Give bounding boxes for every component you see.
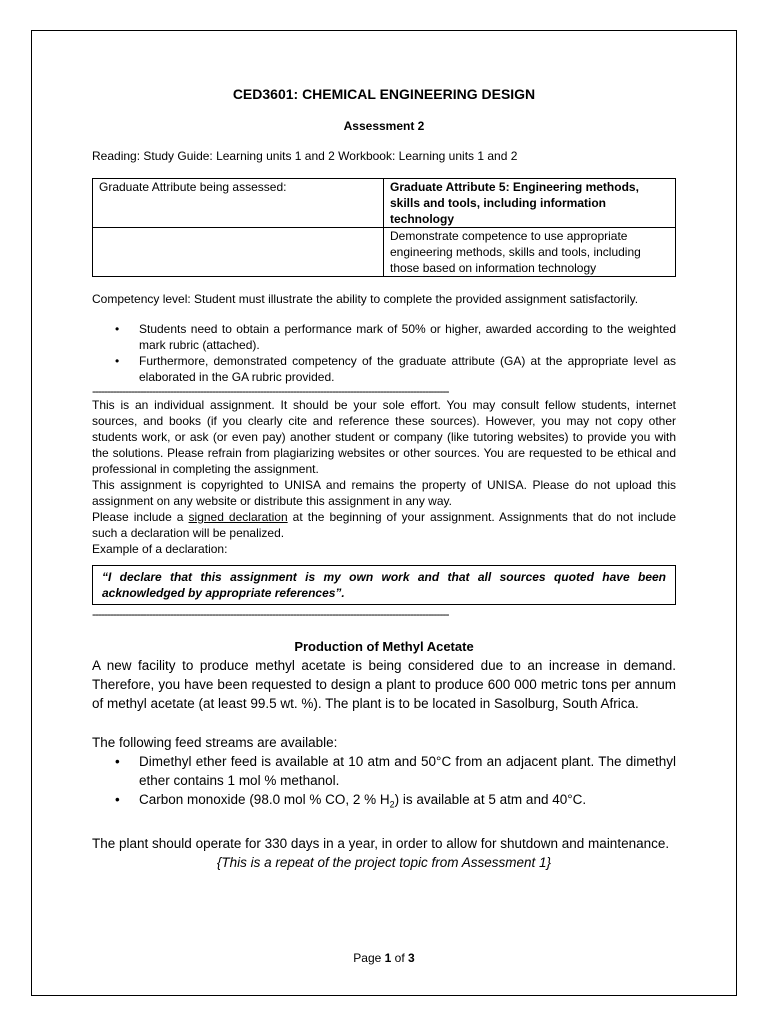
feed-list [92, 752, 676, 815]
bullet-icon: • [115, 322, 120, 336]
feeds-heading: The following feed streams are available: [92, 734, 338, 750]
declaration-box: “I declare that this assignment is my own work and that all sources quoted have been acknowledged by appropriate references”. [92, 565, 676, 605]
assessment-title: Assessment 2 [343, 119, 425, 133]
requirements-list [92, 321, 676, 385]
document-content [92, 84, 676, 873]
list-item [92, 790, 676, 815]
separator-line: ----------------------------------------------------------------------------------------------------------------------- [92, 608, 449, 620]
bullet-icon: • [115, 792, 120, 808]
project-title: Production of Methyl Acetate [294, 639, 474, 654]
list-item [92, 321, 676, 353]
page-footer [0, 951, 768, 965]
declaration-example-label: Example of a declaration: [92, 542, 228, 556]
declaration-instruction [92, 509, 676, 541]
footer-text: of [391, 951, 409, 965]
instruction-text: Please include a [92, 510, 189, 524]
table-row [93, 179, 676, 228]
copyright-paragraph: This assignment is copyrighted to UNISA and remains the property of UNISA. Please do not upload this assignment on any website or distribute this assignment in any way. [92, 478, 676, 508]
ga-empty-cell [93, 228, 384, 277]
bullet-icon: • [115, 753, 120, 769]
course-title: CED3601: CHEMICAL ENGINEERING DESIGN [232, 86, 536, 102]
feed-text: Carbon monoxide (98.0 mol % CO, 2 % H [139, 792, 390, 808]
graduate-attribute-table [92, 178, 676, 277]
ga-description-cell: Demonstrate competence to use appropriate engineering methods, skills and tools, including those based on information technology [384, 228, 676, 277]
reading-line: Reading: Study Guide: Learning units 1 and 2 Workbook: Learning units 1 and 2 [92, 149, 518, 163]
footer-text: Page [353, 951, 385, 965]
list-item [92, 752, 676, 790]
list-item [92, 353, 676, 385]
page-number: 1 [384, 951, 392, 965]
signed-declaration-text: signed declaration [188, 510, 288, 524]
separator-line: ----------------------------------------------------------------------------------------------------------------------- [92, 385, 449, 397]
bullet-icon: • [115, 354, 120, 368]
subscript: 2 [389, 799, 395, 810]
instruction-text: at the beginning of your assignment. Assignments that do not include such a declaration will be penalized. [92, 510, 676, 540]
repeat-note: {This is a repeat of the project topic from Assessment 1} [216, 855, 552, 871]
feed-text: ) is available at 5 atm and 40°C. [394, 792, 587, 808]
ga-value-cell: Graduate Attribute 5: Engineering methods, skills and tools, including information technology [384, 179, 676, 228]
list-item-text: Furthermore, demonstrated competency of the graduate attribute (GA) at the appropriate level as elaborated in the GA rubric provided. [139, 354, 676, 384]
table-row [93, 228, 676, 277]
integrity-paragraph: This is an individual assignment. It should be your sole effort. You may consult fellow students, internet sources, and books (if you clearly cite and reference these sources). However, you may not copy other students work, or ask (or even pay) another student or company (like tutoring websites) to provide you with the solutions. Please refrain from plagiarizing websites or other sources. You are requested to be ethical and professional in completing the assignment. [92, 398, 676, 476]
list-item-text [139, 792, 587, 810]
competency-level: Competency level: Student must illustrate the ability to complete the provided assignment satisfactorily. [92, 292, 639, 306]
page-total: 3 [408, 951, 415, 965]
operation-paragraph: The plant should operate for 330 days in a year, in order to allow for shutdown and maintenance. [92, 836, 670, 852]
project-intro: A new facility to produce methyl acetate is being considered due to an increase in demand. Therefore, you have been requested to design a plant to produce 600 000 metric tons per annum of methyl acetate (at least 99.5 wt. %). The plant is to be located in Sasolburg, South Africa. [92, 658, 676, 712]
list-item-text: Students need to obtain a performance mark of 50% or higher, awarded according to the weighted mark rubric (attached). [139, 322, 676, 352]
ga-label-cell: Graduate Attribute being assessed: [93, 179, 384, 228]
list-item-text: Dimethyl ether feed is available at 10 atm and 50°C from an adjacent plant. The dimethyl ether contains 1 mol % methanol. [139, 753, 676, 789]
